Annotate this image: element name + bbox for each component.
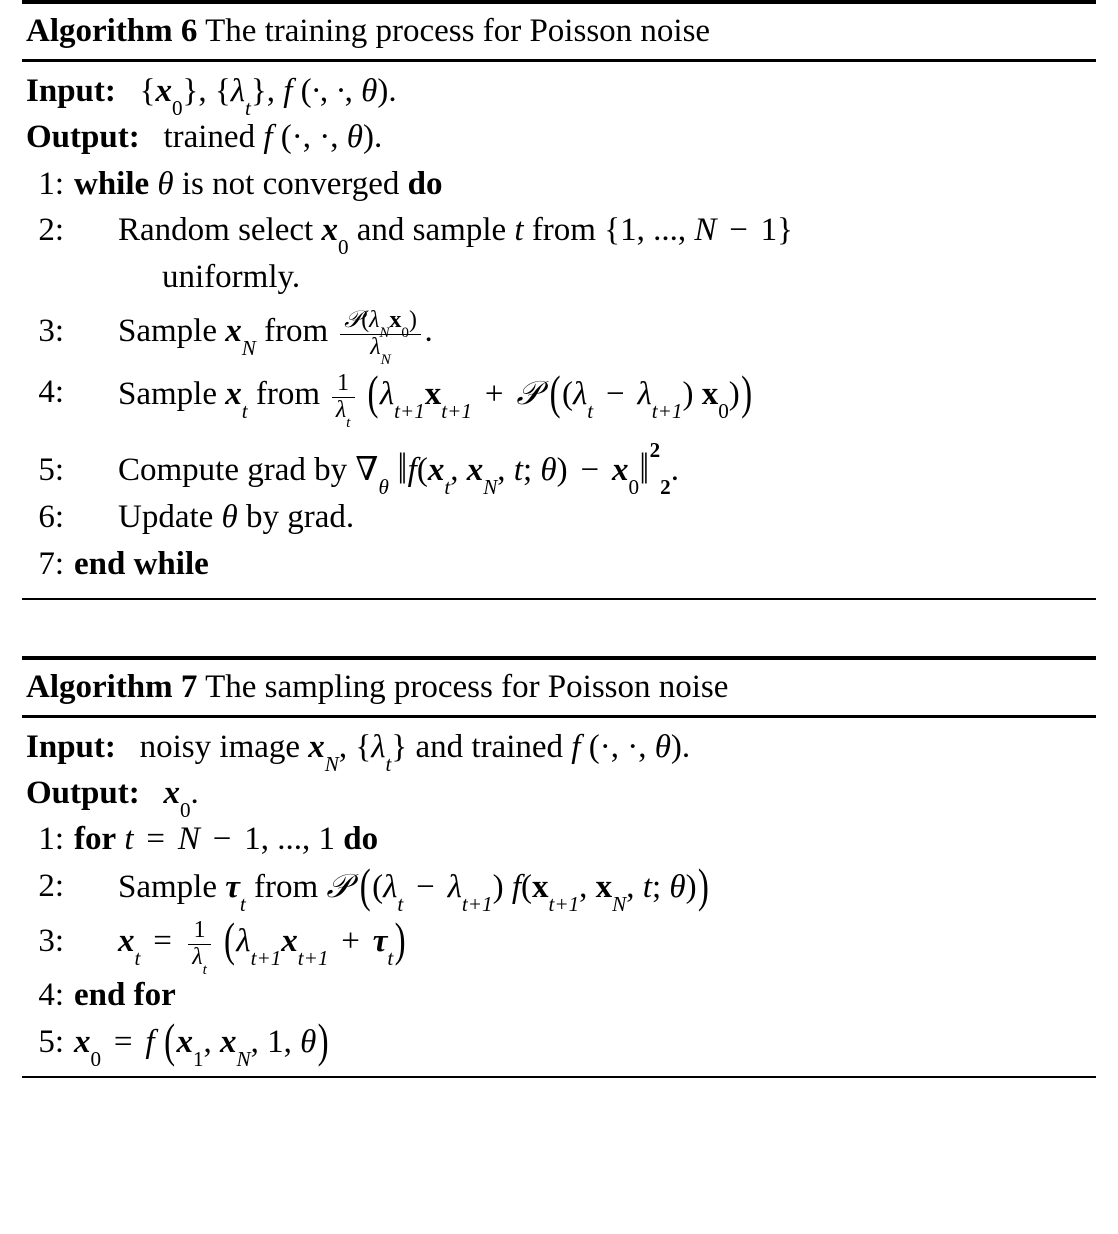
input-label: Input:	[26, 729, 116, 766]
step-number: 5:	[38, 1024, 64, 1061]
step-number: 3:	[38, 923, 64, 960]
algorithm-7-output-line	[22, 770, 1096, 822]
algorithm-7-input-math: noisy image $x_N$, $\{\lambda_t\}$ and trained f (·, ·, θ).	[139, 729, 691, 776]
algorithm-7-input-line	[22, 724, 1096, 776]
step-number: 5:	[38, 452, 64, 489]
fraction-one-over-lambda-t: $\frac{1}{\lambda_t}$	[188, 918, 211, 970]
algorithm-6-input-line	[22, 68, 1096, 120]
step-text: Sample $x_N$ from $\frac{𝒫(\lambda_Nx_0)}{\lambda_N}$ .	[118, 304, 433, 368]
algorithm-6-caption-label: Algorithm 6	[26, 13, 198, 49]
algorithms-separator	[22, 600, 1096, 656]
algorithm-6-step-5	[22, 437, 1096, 499]
step-text: while θ is not converged do	[74, 165, 443, 202]
algorithm-7-step-4	[22, 972, 1096, 1019]
algorithm-7-output-math: $x_0$.	[163, 775, 199, 822]
algorithm-7-step-2	[22, 861, 1096, 916]
algorithm-6-block	[22, 0, 1096, 600]
step-number: 1:	[38, 821, 64, 858]
step-text: $x_0 = f$ ($x_1$, $x_N$, 1, θ)	[74, 1015, 329, 1071]
algorithm-6-input-math: $\{x_0\}$, $\{\lambda_t\}$, f (·, ·, θ).	[139, 73, 397, 120]
output-label: Output:	[26, 775, 140, 812]
algorithm-6-caption	[22, 4, 1096, 59]
algorithm-6-output-math: trained f (·, ·, θ).	[163, 119, 383, 156]
step-number: 1:	[38, 165, 64, 202]
step-text: Sample $x_t$ from $\frac{1}{\lambda_t}$ ($\lambda_{t+1}x_{t+1}$ + 𝒫 ($(\lambda_t - \lambda_{t+1})$ $x_0$))	[118, 367, 753, 431]
algorithm-7-bottom-rule	[22, 1076, 1096, 1078]
step-text: end while	[74, 546, 209, 582]
step-number: 4:	[38, 977, 64, 1014]
algorithm-6-step-2	[22, 207, 1096, 301]
algorithm-6-step-1	[22, 161, 1096, 208]
algorithm-6-body	[22, 62, 1096, 598]
algorithm-7-caption-title: The sampling process for Poisson noise	[205, 668, 729, 705]
algorithm-6-caption-title: The training process for Poisson noise	[205, 13, 711, 49]
step-text: $x_t$ = $\frac{1}{\lambda_t}$ $(\lambda_{t+1}x_{t+1} + \tau_t)$	[118, 914, 406, 978]
step-text: Update θ by grad.	[118, 499, 355, 536]
fraction-one-over-lambda-t: $\frac{1}{\lambda_t}$	[332, 371, 355, 423]
step-number: 2:	[38, 212, 64, 249]
step-text: for t = N − 1, ..., 1 do	[74, 821, 379, 858]
algorithm-7-step-3	[22, 911, 1096, 978]
step-number: 7:	[38, 546, 64, 582]
step-number: 2:	[38, 868, 64, 905]
step-number: 3:	[38, 313, 64, 350]
step-text: Random select $x_0$ and sample t from {1, ..., N − 1} uniformly.	[118, 212, 794, 296]
algorithm-7-body	[22, 718, 1096, 1076]
step-text: Sample $\tau_t$ from 𝒫 ($(\lambda_t - \lambda_{t+1})$ $f(x_{t+1}$, $x_N$, t; θ))	[118, 861, 709, 916]
output-label: Output:	[26, 119, 140, 156]
algorithm-6-step-7	[22, 541, 1096, 588]
algorithm-7-caption	[22, 660, 1096, 715]
step-text: end for	[74, 977, 176, 1014]
step-number: 6:	[38, 499, 64, 536]
algorithm-7-block	[22, 656, 1096, 1078]
algorithm-6-step-6	[22, 494, 1096, 541]
algorithm-6-output-line	[22, 114, 1096, 160]
fraction-poisson-over-lambda: $\frac{𝒫(\lambda_Nx_0)}{\lambda_N}$	[340, 307, 421, 360]
algorithm-7-step-1	[22, 816, 1096, 863]
step-text: Compute grad by $\nabla_\theta$ $‖f(x_t$, $x_N$, t; $\theta) - x_0‖^2_2$.	[118, 437, 679, 499]
input-label: Input:	[26, 73, 116, 110]
algorithm-7-step-5	[22, 1015, 1096, 1071]
step-number: 4:	[38, 374, 64, 411]
algorithm-6-step-4	[22, 362, 1096, 431]
algorithm-7-caption-label: Algorithm 7	[26, 668, 198, 705]
